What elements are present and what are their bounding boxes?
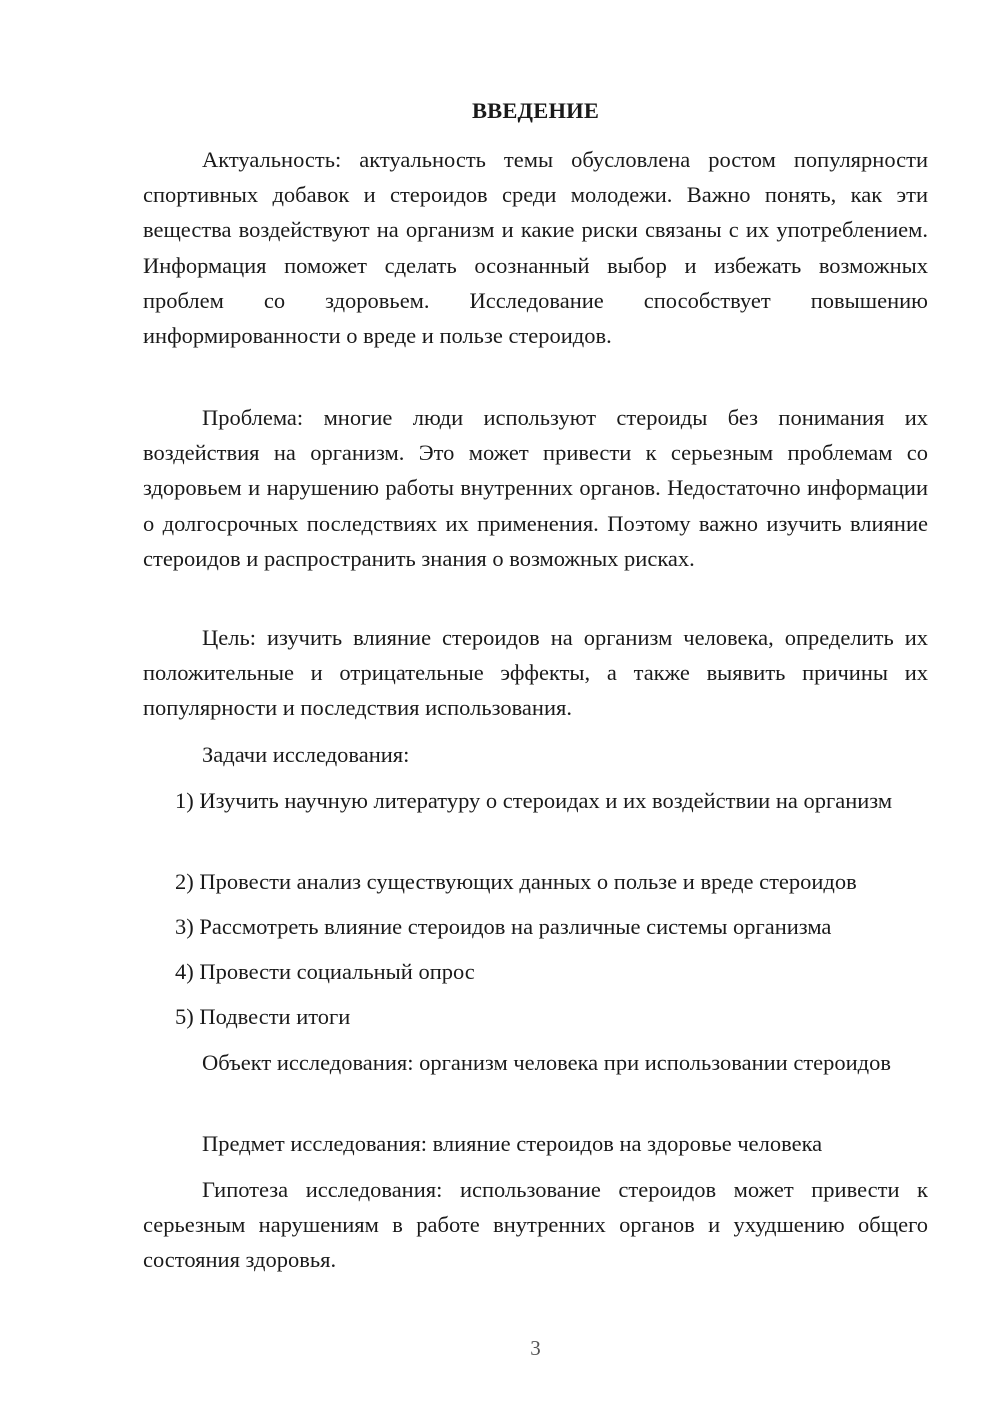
paragraph-problem: Проблема: многие люди используют стероиды без понимания их воздействия на организм. Это может привести к серьезным проблемам со здоровьем и нарушению работы внутренних органов. Недостаточно информации о долгосрочных последствиях их применения. Поэтому важно изучить влияние стероидов и распространить знания о возможных рисках.	[143, 405, 928, 571]
section-title: ВВЕДЕНИЕ	[471, 98, 600, 123]
task-item: 5) Подвести итоги	[175, 1004, 351, 1029]
paragraph-hypothesis: Гипотеза исследования: использование стероидов может привести к серьезным нарушениям в работе внутренних органов и ухудшению общего состояния здоровья.	[143, 1177, 928, 1273]
document-page	[143, 0, 928, 1414]
paragraph-goal: Цель: изучить влияние стероидов на организм человека, определить их положительные и отрицательные эффекты, а также выявить причины их популярности и последствия использования.	[143, 625, 928, 721]
task-item: 1) Изучить научную литературу о стероидах и их воздействии на организм	[175, 788, 893, 813]
task-item: 3) Рассмотреть влияние стероидов на различные системы организма	[175, 914, 832, 939]
page-number: 3	[530, 1336, 541, 1360]
paragraph-relevance: Актуальность: актуальность темы обусловлена ростом популярности спортивных добавок и стероидов среди молодежи. Важно понять, как эти вещества воздействуют на организм и какие риски связаны с их употреблением. Информация поможет сделать осознанный выбор и избежать возможных проблем со здоровьем. Исследование способствует повышению информированности о вреде и пользе стероидов.	[143, 147, 928, 349]
paragraph-object: Объект исследования: организм человека при использовании стероидов	[202, 1050, 891, 1075]
task-item: 2) Провести анализ существующих данных о пользе и вреде стероидов	[175, 869, 857, 894]
task-item: 4) Провести социальный опрос	[175, 959, 475, 984]
paragraph-subject: Предмет исследования: влияние стероидов на здоровье человека	[202, 1131, 823, 1156]
tasks-heading: Задачи исследования:	[202, 742, 410, 767]
